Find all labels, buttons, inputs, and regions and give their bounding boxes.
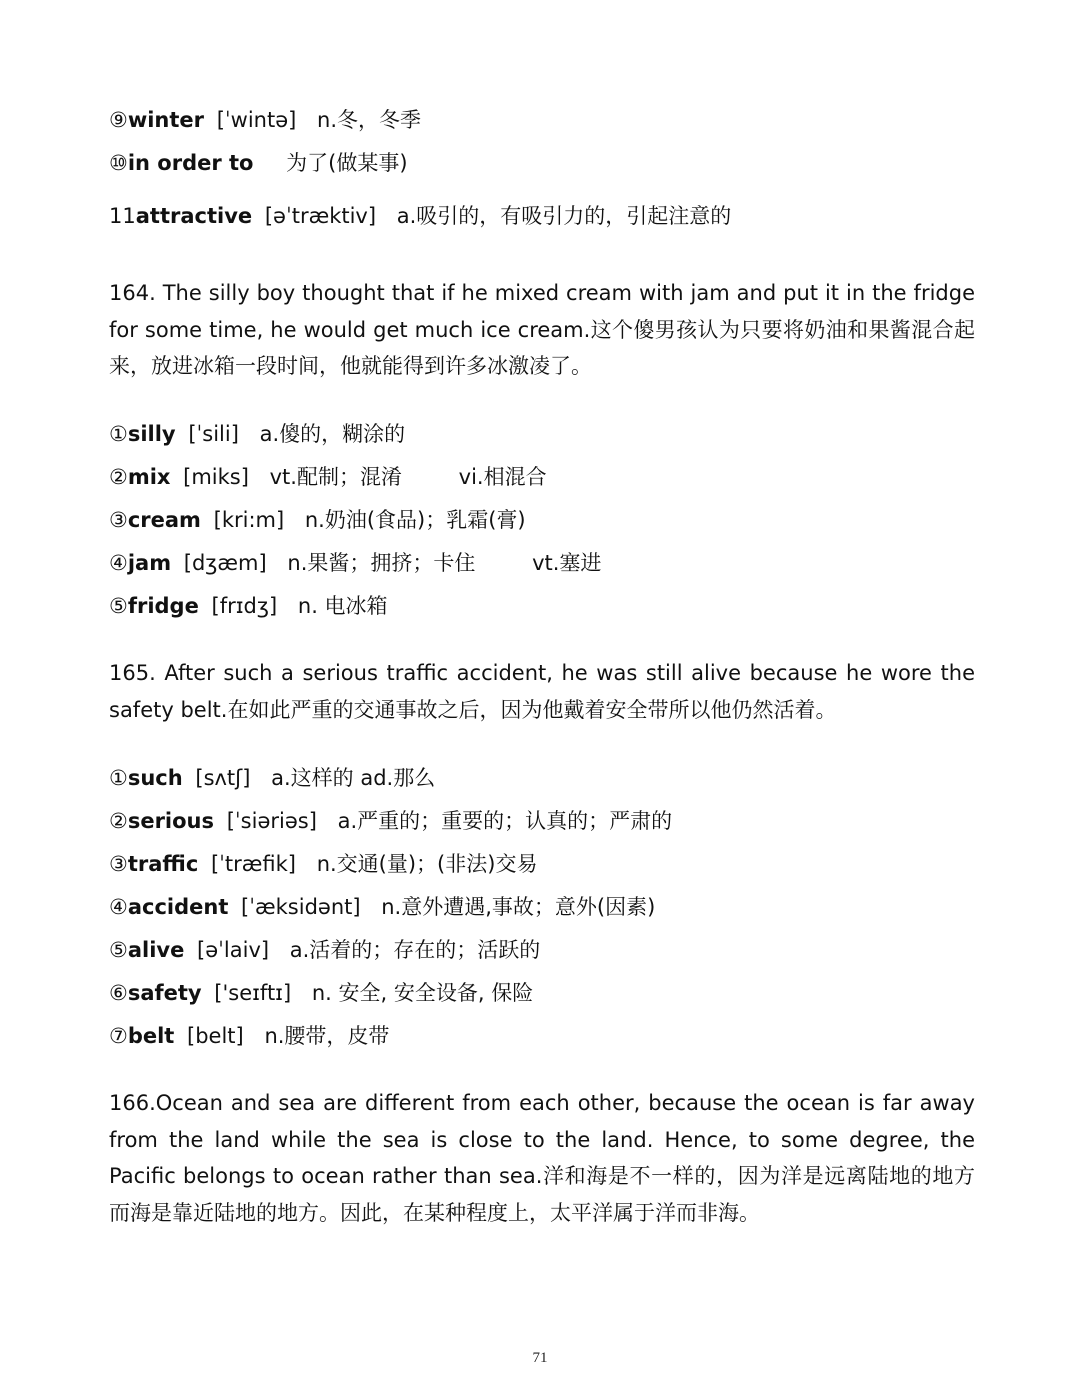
entry-word: alive xyxy=(127,938,185,962)
vocab-entry xyxy=(109,893,655,921)
entry-meaning: a.傻的，糊涂的 xyxy=(259,422,406,446)
entry-number: ④ xyxy=(109,895,128,919)
entry-word: jam xyxy=(127,551,172,575)
entry-number: 11 xyxy=(109,204,136,228)
entry-word: fridge xyxy=(127,594,199,618)
entry-number: ① xyxy=(109,422,128,446)
entry-word: cream xyxy=(127,508,201,532)
entry-meaning: 为了(做某事) xyxy=(286,151,408,175)
entry-phonetic: [ˈtræfik] xyxy=(210,852,296,876)
entry-meaning: n.果酱；拥挤；卡住 xyxy=(287,551,476,575)
entry-number: ⑨ xyxy=(109,108,128,132)
entry-word: accident xyxy=(127,895,229,919)
entry-number: ⑦ xyxy=(109,1024,128,1048)
entry-number: ② xyxy=(109,809,128,833)
entry-extra-meaning: vt.塞进 xyxy=(532,551,602,575)
vocab-entry xyxy=(109,420,405,448)
entry-word: belt xyxy=(127,1024,175,1048)
entry-number: ⑤ xyxy=(109,938,128,962)
entry-phonetic: [belt] xyxy=(187,1024,244,1048)
entry-number: ⑥ xyxy=(109,981,128,1005)
vocab-entry xyxy=(109,106,421,134)
entry-phonetic: ['seɪftɪ] xyxy=(214,981,292,1005)
entry-meaning: n.意外遭遇,事故；意外(因素) xyxy=(381,895,656,919)
entry-phonetic: [əˈtræktiv] xyxy=(264,204,377,228)
entry-phonetic: [sʌtʃ] xyxy=(195,766,251,790)
vocab-entry xyxy=(109,202,731,230)
entry-phonetic: [miks] xyxy=(183,465,249,489)
entry-meaning: n. 安全, 安全设备, 保险 xyxy=(311,981,534,1005)
entry-meaning: vt.配制；混淆 xyxy=(269,465,402,489)
entry-number: ⑤ xyxy=(109,594,128,618)
entry-word: mix xyxy=(127,465,171,489)
entry-meaning: n. 电冰箱 xyxy=(297,594,388,618)
page-number: 71 xyxy=(532,1350,548,1366)
vocab-entry xyxy=(109,592,388,620)
entry-phonetic: [əˈlaiv] xyxy=(197,938,270,962)
entry-word: attractive xyxy=(135,204,253,228)
entry-phonetic: [dʒæm] xyxy=(183,551,267,575)
vocab-entry xyxy=(109,549,601,577)
entry-word: in order to xyxy=(127,151,254,175)
entry-meaning: n.冬，冬季 xyxy=(317,108,422,132)
vocab-entry xyxy=(109,850,537,878)
entry-word: safety xyxy=(127,981,202,1005)
entry-meaning: a.这样的 ad.那么 xyxy=(271,766,436,790)
example-sentence-166: 166.Ocean and sea are different from each other, because the ocean is far away from the land while the sea is close to the land. Hence, to some degree, the Pacific belongs to ocean rather than sea.洋和海是不一样的，因为洋是远离陆地的地方而海是靠近陆地的地方。因此，在某种程度上，太平洋属于洋而非海。 xyxy=(109,1091,975,1225)
vocab-entry xyxy=(109,936,540,964)
entry-word: winter xyxy=(127,108,205,132)
example-sentence-164: 164. The silly boy thought that if he mixed cream with jam and put it in the fridge for some time, he would get much ice cream.这个傻男孩认为只要将奶油和果酱混合起来，放进冰箱一段时间，他就能得到许多冰激凌了。 xyxy=(109,281,975,378)
entry-phonetic: [ˈsiəriəs] xyxy=(226,809,317,833)
entry-meaning: a.吸引的，有吸引力的，引起注意的 xyxy=(396,204,732,228)
entry-number: ④ xyxy=(109,551,128,575)
vocab-entry xyxy=(109,807,672,835)
entry-number: ① xyxy=(109,766,128,790)
entry-phonetic: [ˈæksidənt] xyxy=(241,895,361,919)
entry-phonetic: [ˈwintə] xyxy=(216,108,297,132)
entry-phonetic: [frɪdʒ] xyxy=(211,594,278,618)
entry-phonetic: [kri:m] xyxy=(213,508,285,532)
entry-meaning: n.交通(量)；(非法)交易 xyxy=(316,852,538,876)
entry-phonetic: [ˈsili] xyxy=(188,422,239,446)
entry-word: such xyxy=(127,766,183,790)
example-sentence-165: 165. After such a serious traffic accident, he was still alive because he wore the safety belt.在如此严重的交通事故之后，因为他戴着安全带所以他仍然活着。 xyxy=(109,661,975,722)
entry-extra-meaning: vi.相混合 xyxy=(458,465,547,489)
vocab-entry xyxy=(109,149,408,177)
vocab-entry xyxy=(109,506,526,534)
entry-word: traffic xyxy=(127,852,199,876)
entry-number: ② xyxy=(109,465,128,489)
entry-word: serious xyxy=(127,809,215,833)
vocab-entry xyxy=(109,463,547,491)
vocab-entry xyxy=(109,764,435,792)
entry-meaning: n.腰带，皮带 xyxy=(264,1024,390,1048)
entry-number: ③ xyxy=(109,508,128,532)
entry-word: silly xyxy=(127,422,176,446)
entry-number: ③ xyxy=(109,852,128,876)
entry-meaning: n.奶油(食品)；乳霜(膏) xyxy=(304,508,526,532)
entry-meaning: a.严重的；重要的；认真的；严肃的 xyxy=(337,809,673,833)
vocab-entry xyxy=(109,1022,389,1050)
vocab-entry xyxy=(109,979,533,1007)
entry-number: ⑩ xyxy=(109,151,128,175)
entry-meaning: a.活着的；存在的；活跃的 xyxy=(289,938,541,962)
